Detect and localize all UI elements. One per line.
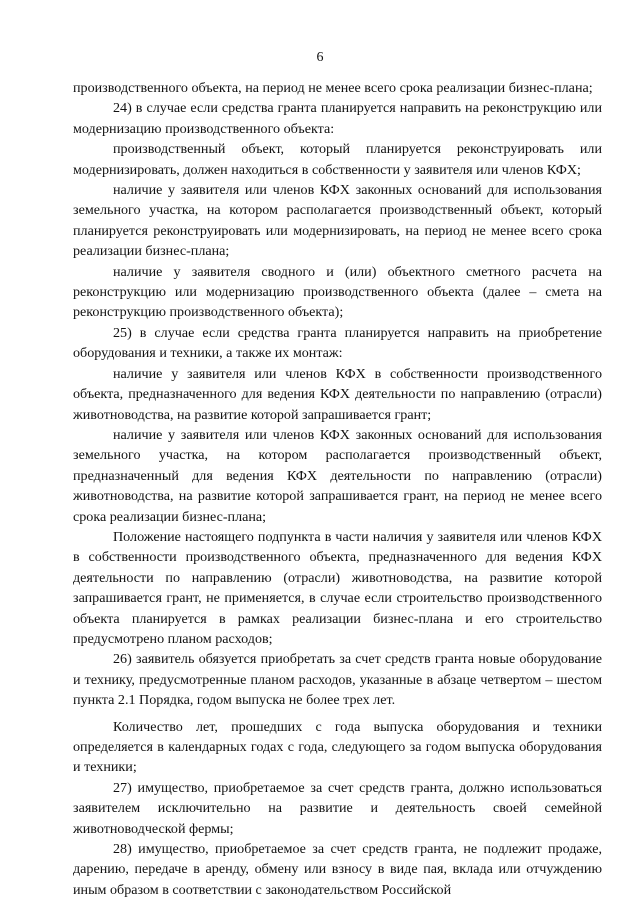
page-number: 6 — [316, 50, 324, 65]
document-body — [73, 78, 602, 900]
paragraph-25-land-rights: наличие у заявителя или членов КФХ законных оснований для использования земельного участка, на котором располагается производственный объект, предназначенный для ведения КФХ деятельности по направлению (отрасли) животноводства, на развитие которой запрашивается грант, на период не менее всего срока реализации бизнес-плана; — [73, 426, 602, 525]
paragraph-26-years-count: Количество лет, прошедших с года выпуска оборудования и техники определяется в календарных годах с года, следующего за годом выпуска оборудования и техники; — [73, 718, 602, 776]
paragraph-item-27: 27) имущество, приобретаемое за счет средств гранта, должно использоваться заявителем исключительно на развитие и деятельность своей семейной животноводческой фермы; — [73, 779, 602, 837]
paragraph-item-26: 26) заявитель обязуется приобретать за счет средств гранта новые оборудование и технику, предусмотренные планом расходов, указанные в абзаце четвертом – шестом пункта 2.1 Порядка, годом выпуска не более трех лет. — [73, 651, 602, 709]
paragraph-continuation: производственного объекта, на период не менее всего срока реализации бизнес-плана; — [73, 80, 593, 96]
paragraph-24-land-rights: наличие у заявителя или членов КФХ законных оснований для использования земельного участка, на котором располагается производственный объект, который планируется реконструировать или модернизировать, на период не менее всего срока реализации бизнес-плана; — [73, 182, 602, 260]
paragraph-25-ownership: наличие у заявителя или членов КФХ в собственности производственного объекта, предназначенного для ведения КФХ деятельности по направлению (отрасли) животноводства, на развитие которой запрашивается грант; — [73, 365, 602, 423]
paragraph-item-28: 28) имущество, приобретаемое за счет средств гранта, не подлежит продаже, дарению, передаче в аренду, обмену или взносу в виде пая, вклада или отчуждению иным образом в соответствии с законодательством Российской — [73, 841, 602, 898]
paragraph-24-ownership: производственный объект, который планируется реконструировать или модернизировать, должен находиться в собственности у заявителя или членов КФХ; — [73, 141, 602, 178]
paragraph-item-24: 24) в случае если средства гранта планируется направить на реконструкцию или модернизацию производственного объекта: — [73, 100, 602, 137]
paragraph-item-25: 25) в случае если средства гранта планируется направить на приобретение оборудования и техники, а также их монтаж: — [73, 324, 602, 362]
paragraph-25-exception: Положение настоящего подпункта в части наличия у заявителя или членов КФХ в собственности производственного объекта, предназначенного для ведения КФХ деятельности по направлению (отрасли) животноводства, на развитие которой запрашивается грант, не применяется, в случае если строительство производственного объекта планируется в рамках реализации бизнес-плана и его строительство предусмотрено планом расходов; — [73, 528, 602, 647]
paragraph-24-estimate: наличие у заявителя сводного и (или) объектного сметного расчета на реконструкцию или модернизацию производственного объекта (далее – смета на реконструкцию производственного объекта); — [73, 263, 602, 321]
